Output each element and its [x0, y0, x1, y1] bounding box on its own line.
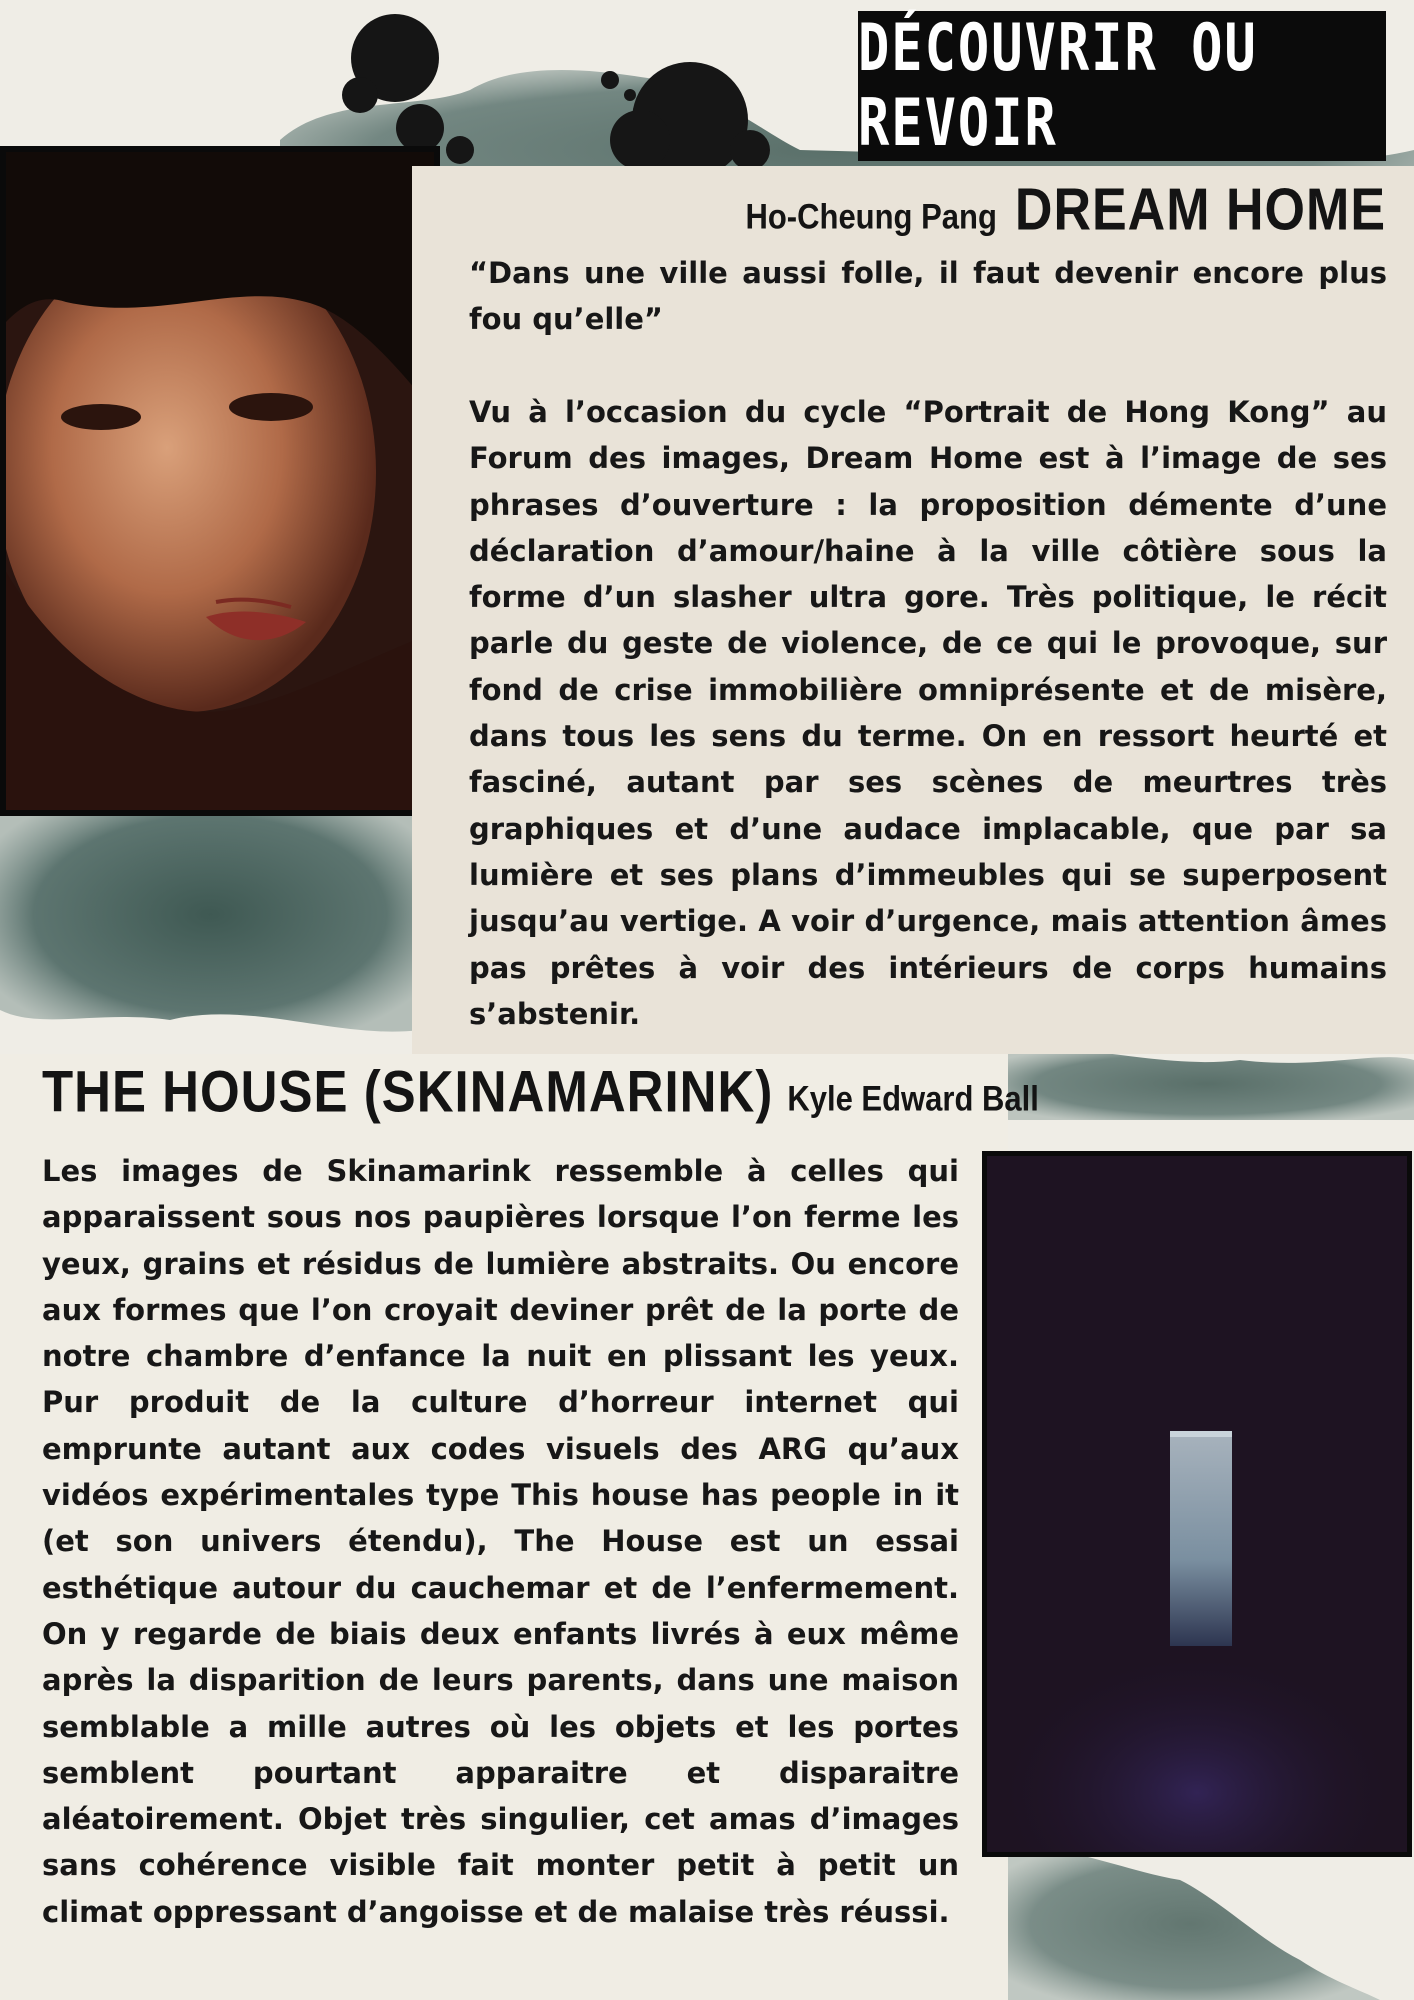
dream-home-director: Ho-Cheung Pang	[745, 196, 997, 237]
dream-home-title: DREAM HOME	[1014, 176, 1386, 244]
the-house-still-image	[982, 1151, 1412, 1857]
section-banner: DÉCOUVRIR OU REVOIR	[858, 11, 1386, 161]
dark-doorway-illustration	[987, 1156, 1407, 1852]
dream-home-quote: “Dans une ville aussi folle, il faut devenir encore plus fou qu’elle”	[469, 256, 1387, 337]
dream-home-review-text: Vu à l’occasion du cycle “Portrait de Hong Kong” au Forum des images, Dream Home est à l’image de ses phrases d’ouverture : la proposition démente d’une déclaration d’amour/haine à la ville côtière sous la forme d’un slasher ultra gore. Très politique, le récit parle du geste de violence, de ce qui le provoque, sur fond de crise immobilière omniprésente et de misère, dans tous les sens du terme. On en ressort heurté et fasciné, autant par ses scènes de meurtres très graphiques et d’une audace implacable, que par sa lumière et ses plans d’immeubles qui se superposent jusqu’au vertige. A voir d’urgence, mais attention âmes pas prêtes à voir des intérieurs de corps humains s’abstenir.	[469, 395, 1387, 1031]
dream-home-still-image	[0, 146, 440, 816]
dream-home-heading	[745, 176, 1386, 244]
the-house-review-text: Les images de Skinamarink ressemble à celles qui apparaissent sous nos paupières lorsque l’on ferme les yeux, grains et résidus de lumière abstraits. Ou encore aux formes que l’on croyait deviner prêt de la porte de notre chambre d’enfance la nuit en plissant les yeux. Pur produit de la culture d’horreur internet qui emprunte autant aux codes visuels des ARG qu’aux vidéos expérimentales type This house has people in it (et son univers étendu), The House est un essai esthétique autour du cauchemar et de l’enfermement. On y regarde de biais deux enfants livrés à eux même après la disparition de leurs parents, dans une maison semblable a mille autres où les objets et les portes semblent pourtant apparaitre et disparaitre aléatoirement. Objet très singulier, cet amas d’images sans cohérence visible fait monter petit à petit un climat oppressant d’angoisse et de malaise très réussi.	[42, 1154, 959, 1929]
the-house-title: THE HOUSE (SKINAMARINK)	[42, 1058, 774, 1125]
the-house-director: Kyle Edward Ball	[787, 1078, 1039, 1119]
the-house-heading	[42, 1058, 1039, 1125]
woman-portrait-illustration	[6, 152, 434, 810]
